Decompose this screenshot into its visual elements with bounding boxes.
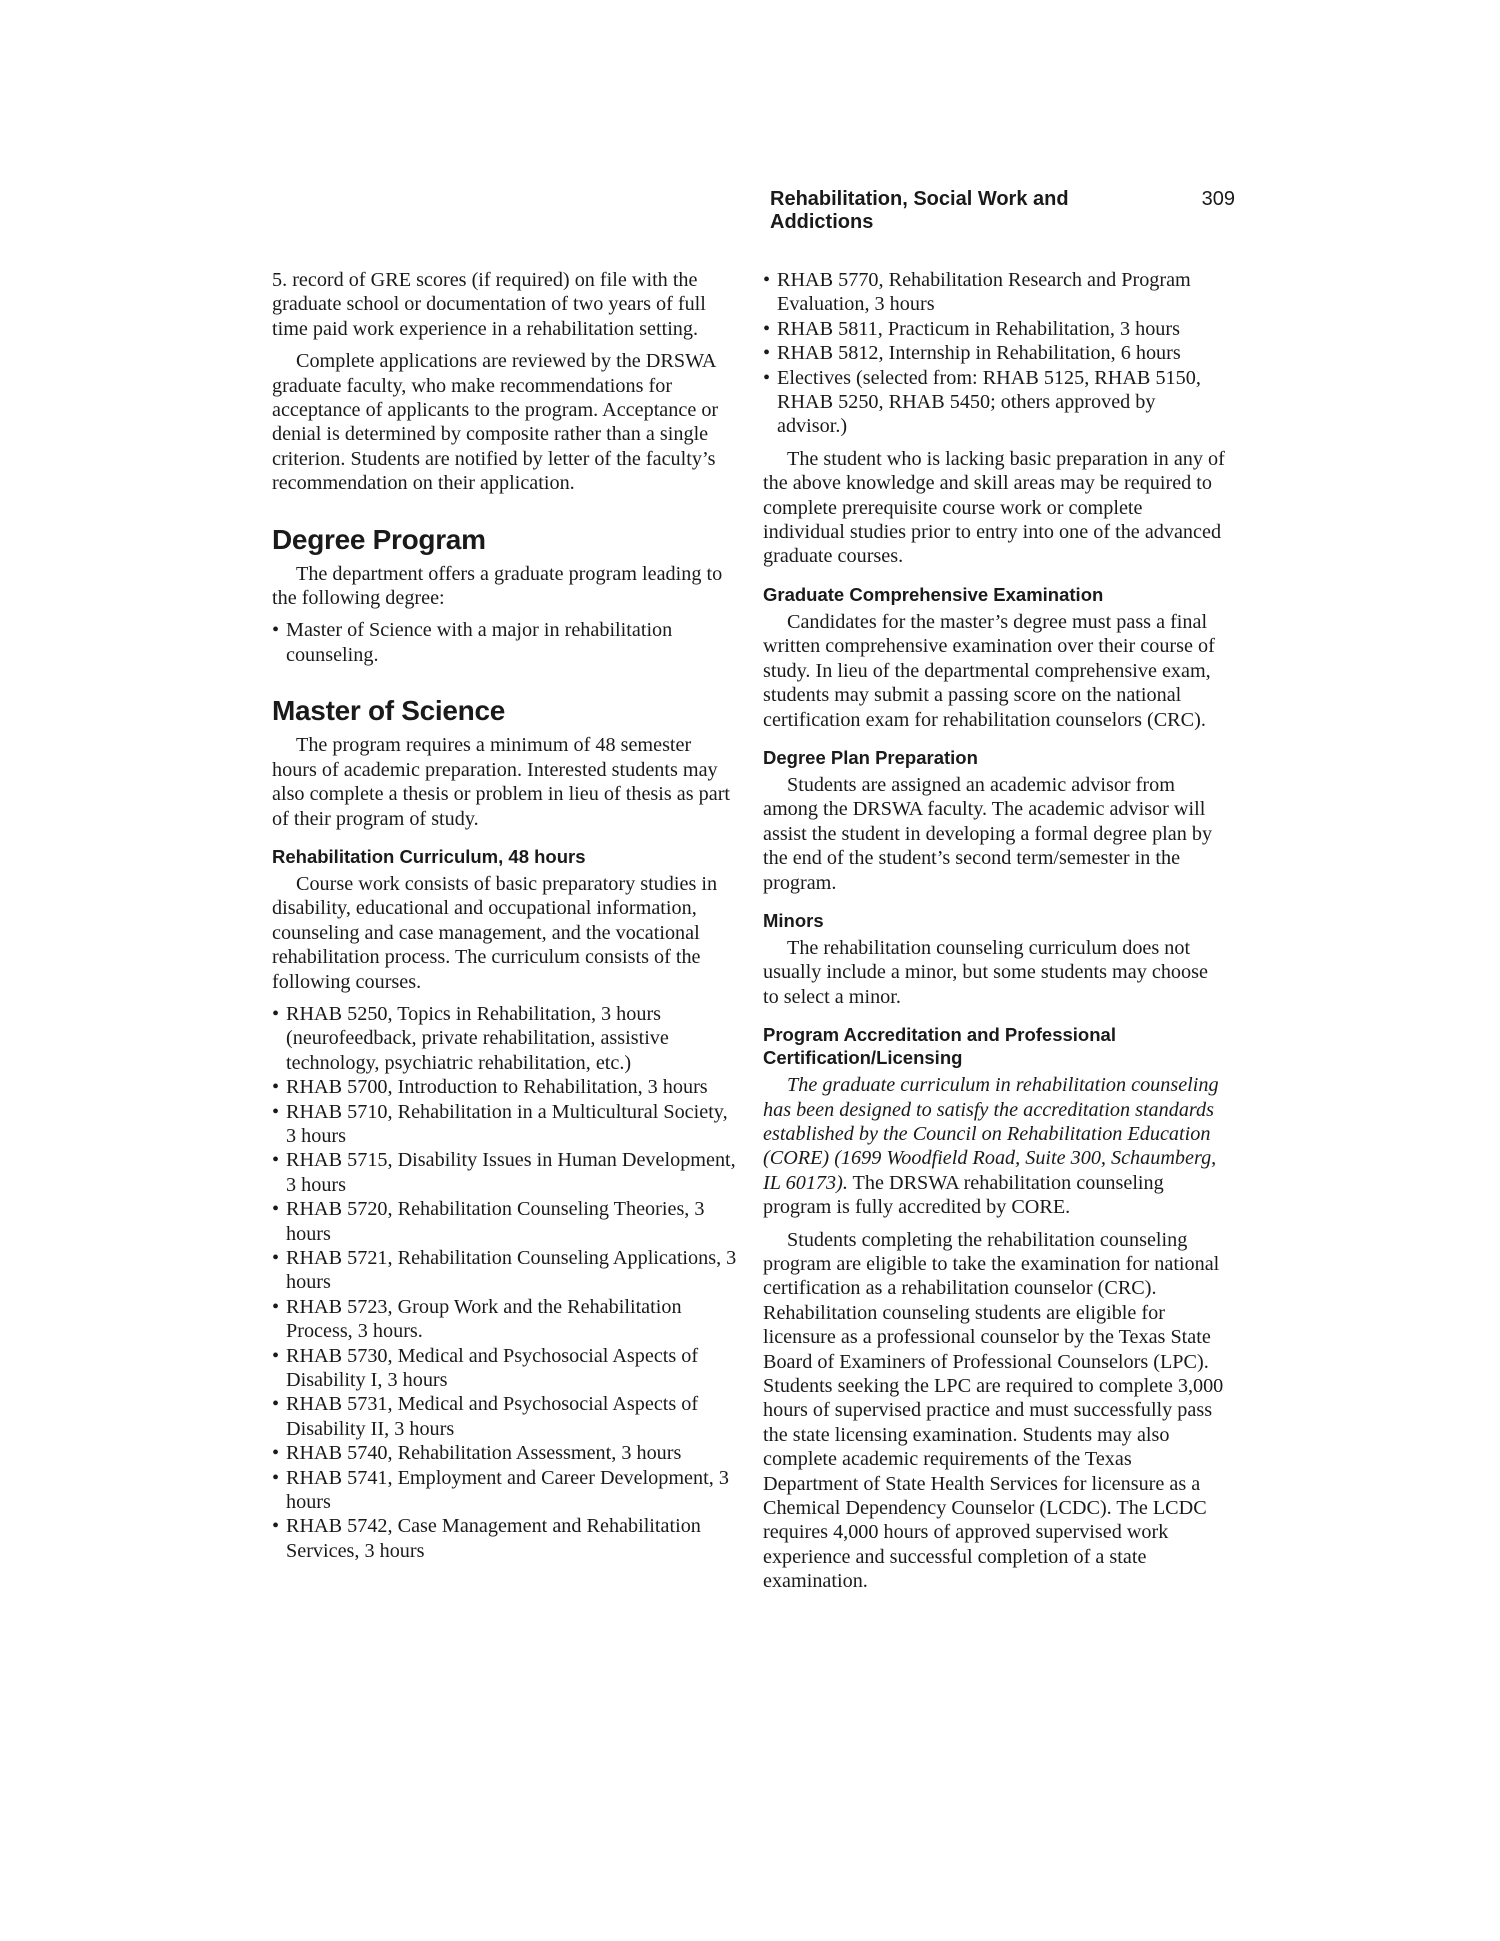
course-item: • RHAB 5710, Rehabilitation in a Multicultural Society, 3 hours (272, 1100, 737, 1149)
accreditation-heading: Program Accreditation and Professional Certification/Licensing (763, 1024, 1116, 1069)
accreditation-paragraph (763, 1073, 1228, 1219)
degree-list (272, 618, 737, 667)
course-item: • RHAB 5730, Medical and Psychosocial Aspects of Disability I, 3 hours (272, 1344, 737, 1393)
course-item: • RHAB 5720, Rehabilitation Counseling Theories, 3 hours (272, 1197, 737, 1246)
running-head-title: Rehabilitation, Social Work and Addictions (770, 188, 1069, 233)
left-column (272, 268, 737, 1571)
course-item: • RHAB 5721, Rehabilitation Counseling Applications, 3 hours (272, 1246, 737, 1295)
course-item: • RHAB 5811, Practicum in Rehabilitation, 3 hours (763, 317, 1228, 341)
course-item: • RHAB 5770, Rehabilitation Research and Program Evaluation, 3 hours (763, 268, 1228, 317)
course-item: • RHAB 5723, Group Work and the Rehabilitation Process, 3 hours. (272, 1295, 737, 1344)
accreditation-italic-text: The graduate curriculum in rehabilitation counseling has been designed to satisfy the accreditation standards established by the Council on Rehabilitation Education (CORE) (1699 Woodfield Road, Suite 300, Schaumberg, IL 60173). (763, 1074, 1219, 1194)
curriculum-heading: Rehabilitation Curriculum, 48 hours (272, 845, 586, 867)
page-number: 309 (1201, 188, 1235, 210)
course-item: • RHAB 5742, Case Management and Rehabilitation Services, 3 hours (272, 1514, 737, 1563)
degree-list-item: • Master of Science with a major in rehabilitation counseling. (272, 618, 737, 667)
course-list-right (763, 268, 1228, 439)
master-of-science-paragraph: The program requires a minimum of 48 semester hours of academic preparation. Interested students may also complete a thesis or problem in lieu of thesis as part of their program of study. (272, 734, 731, 830)
course-item: • Electives (selected from: RHAB 5125, RHAB 5150, RHAB 5250, RHAB 5450; others approved by advisor.) (763, 366, 1228, 439)
curriculum-paragraph: Course work consists of basic preparatory studies in disability, educational and occupational information, counseling and case management, and the vocational rehabilitation process. The curriculum consists of the following courses. (272, 872, 718, 993)
licensing-paragraph: Students completing the rehabilitation counseling program are eligible to take the examination for national certification as a rehabilitation counselor (CRC). Rehabilitation counseling students are eligible for licensure as a professional counselor by the Texas State Board of Examiners of Professional Counselors (LPC). Students seeking the LPC are required to complete 3,000 hours of supervised practice and must successfully pass the state licensing examination. Students may also complete academic requirements of the Texas Department of State Health Services for licensure as a Chemical Dependency Counselor (LCDC). The LCDC requires 4,000 hours of approved supervised work experience and successful completion of a state examination. (763, 1228, 1224, 1593)
comprehensive-exam-paragraph: Candidates for the master’s degree must pass a final written comprehensive examination over their course of study. In lieu of the departmental comprehensive exam, students may submit a passing score on the national certification exam for rehabilitation counselors (CRC). (763, 610, 1215, 731)
comprehensive-exam-heading: Graduate Comprehensive Examination (763, 583, 1104, 605)
course-item: • RHAB 5741, Employment and Career Development, 3 hours (272, 1466, 737, 1515)
application-review-paragraph: Complete applications are reviewed by the DRSWA graduate faculty, who make recommendations for acceptance of applicants to the program. Acceptance or denial is determined by composite rather than a single criterion. Students are notified by letter of the faculty’s recommendation on their application. (272, 350, 719, 495)
degree-plan-heading: Degree Plan Preparation (763, 746, 978, 768)
degree-program-paragraph: The department offers a graduate program leading to the following degree: (272, 562, 723, 610)
prerequisite-paragraph: The student who is lacking basic preparation in any of the above knowledge and skill areas may be required to complete prerequisite course work or complete individual studies prior to entry into one of the advanced graduate courses. (763, 447, 1225, 568)
running-head (770, 188, 1235, 233)
degree-plan-paragraph: Students are assigned an academic advisor from among the DRSWA faculty. The academic advisor will assist the student in developing a formal degree plan by the end of the student’s second term/semester in the program. (763, 773, 1213, 894)
right-column (763, 268, 1228, 1602)
course-item: • RHAB 5700, Introduction to Rehabilitation, 3 hours (272, 1075, 737, 1099)
minors-heading: Minors (763, 909, 824, 931)
course-item: • RHAB 5250, Topics in Rehabilitation, 3 hours (neurofeedback, private rehabilitation, assistive technology, psychiatric rehabilitation, etc.) (272, 1002, 737, 1075)
master-of-science-heading: Master of Science (272, 695, 505, 727)
degree-program-heading: Degree Program (272, 523, 486, 555)
course-list-left (272, 1002, 737, 1563)
course-item: • RHAB 5731, Medical and Psychosocial Aspects of Disability II, 3 hours (272, 1392, 737, 1441)
accreditation-roman-text: The DRSWA rehabilitation counseling program is fully accredited by CORE. (763, 1171, 1164, 1219)
admission-item-5: 5. record of GRE scores (if required) on file with the graduate school or documentation of two years of full time paid work experience in a rehabilitation setting. (272, 269, 706, 340)
course-item: • RHAB 5715, Disability Issues in Human Development, 3 hours (272, 1148, 737, 1197)
minors-paragraph: The rehabilitation counseling curriculum does not usually include a minor, but some students may choose to select a minor. (763, 936, 1208, 1008)
course-item: • RHAB 5812, Internship in Rehabilitation, 6 hours (763, 341, 1228, 365)
course-item: • RHAB 5740, Rehabilitation Assessment, 3 hours (272, 1441, 737, 1465)
